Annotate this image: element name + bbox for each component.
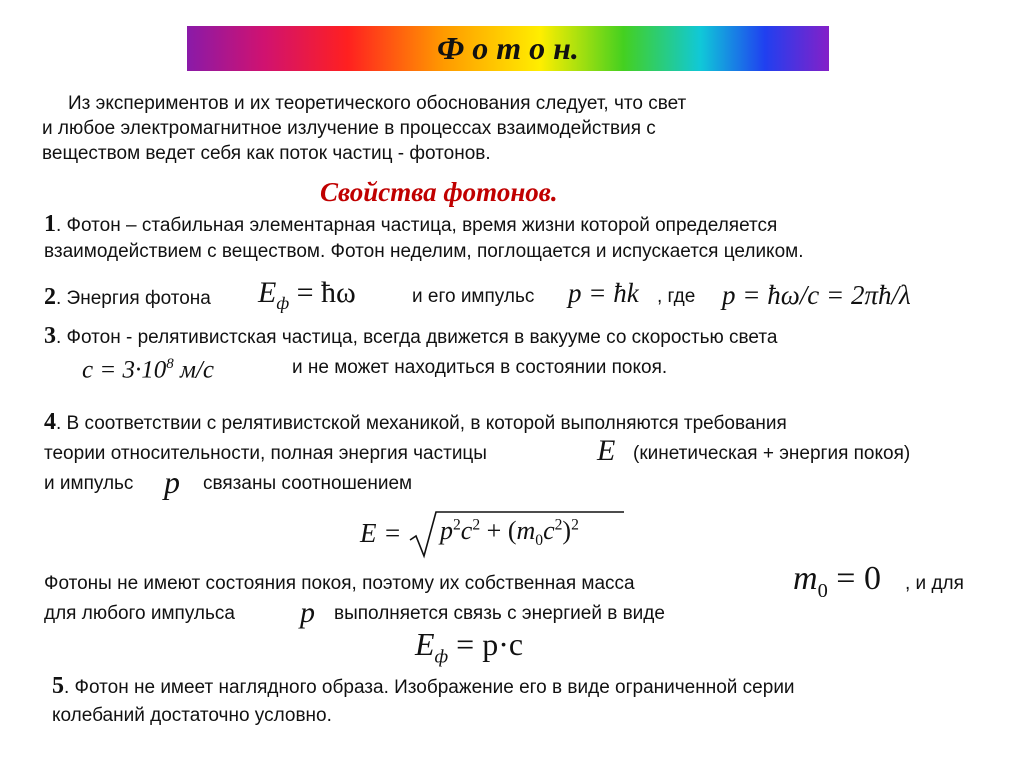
item-3-number: 3 (44, 323, 56, 349)
item-5-line-2: колебаний достаточно условно. (52, 705, 332, 726)
full-energy-formula: E = (360, 518, 402, 548)
item-4-number: 4 (44, 409, 56, 435)
item-4-line-3a: и импульс (44, 473, 134, 494)
item-4-line-3b: связаны соотношением (203, 473, 413, 494)
momentum-symbol-2: p (300, 596, 315, 629)
item-5-line-1: 5. Фотон не имеет наглядного образа. Изображение его в виде ограниченной серии (52, 673, 795, 699)
section-subtitle: Свойства фотонов. (320, 177, 558, 207)
speed-of-light-formula: $c = 3\cdot 10^8$ м/с (82, 356, 214, 384)
momentum-definition-formula: p = ħω/c = 2πħ/λ (722, 280, 911, 310)
momentum-symbol: p (164, 464, 180, 500)
intro-line-2: и любое электромагнитное излучение в процессах взаимодействия с (42, 118, 656, 139)
item-4-line-2a: теории относительности, полная энергия частицы (44, 443, 487, 464)
photon-energy-formula: $E_ф$ = ħω (258, 276, 356, 313)
radicand: $p^2c^2 + (m_0c^2)^2$ (440, 516, 579, 550)
page-title: Ф о т о н. (437, 30, 579, 66)
item-3-line-1: 3. Фотон - релятивистская частица, всегда движется в вакууме со скоростью света (44, 323, 778, 349)
item-2-mid-text: и его импульс (412, 286, 535, 307)
item-2-end-text: , где (657, 286, 696, 307)
item-1-text: . Фотон – стабильная элементарная частица, время жизни которой определяется (56, 215, 778, 236)
item-2-number: 2 (44, 284, 56, 310)
item-1-line-1 (44, 212, 777, 238)
item-5-number: 5 (52, 673, 64, 699)
intro-line-1: Из экспериментов и их теоретического обоснования следует, что свет (68, 93, 687, 114)
rest-line-2a: для любого импульса (44, 603, 235, 624)
rest-mass-formula: $m_0 = 0$ (793, 560, 881, 602)
energy-symbol: E (597, 434, 616, 467)
rest-line-1a: Фотоны не имеют состояния покоя, поэтому их собственная масса (44, 573, 635, 594)
photon-energy-momentum-formula: $E_ф = p\cdot c$ (415, 626, 524, 668)
item-4-line-2b: (кинетическая + энергия покоя) (633, 443, 911, 464)
item-1-line-2: взаимодействием с веществом. Фотон неделим, поглощается и испускается целиком. (44, 241, 804, 262)
rest-line-1b: , и для (905, 573, 964, 594)
item-1-number: 1 (44, 211, 56, 237)
rest-line-2b: выполняется связь с энергией в виде (334, 603, 665, 624)
title-banner (187, 26, 829, 71)
item-4-line-1: 4. В соответствии с релятивистской механикой, в которой выполняются требования (44, 409, 787, 435)
intro-line-3: веществом ведет себя как поток частиц - фотонов. (42, 143, 491, 164)
photon-momentum-formula: p = ħk (568, 278, 639, 308)
item-3-line-2: и не может находиться в состоянии покоя. (292, 357, 668, 378)
item-2-label: 2. Энергия фотона (44, 284, 211, 310)
